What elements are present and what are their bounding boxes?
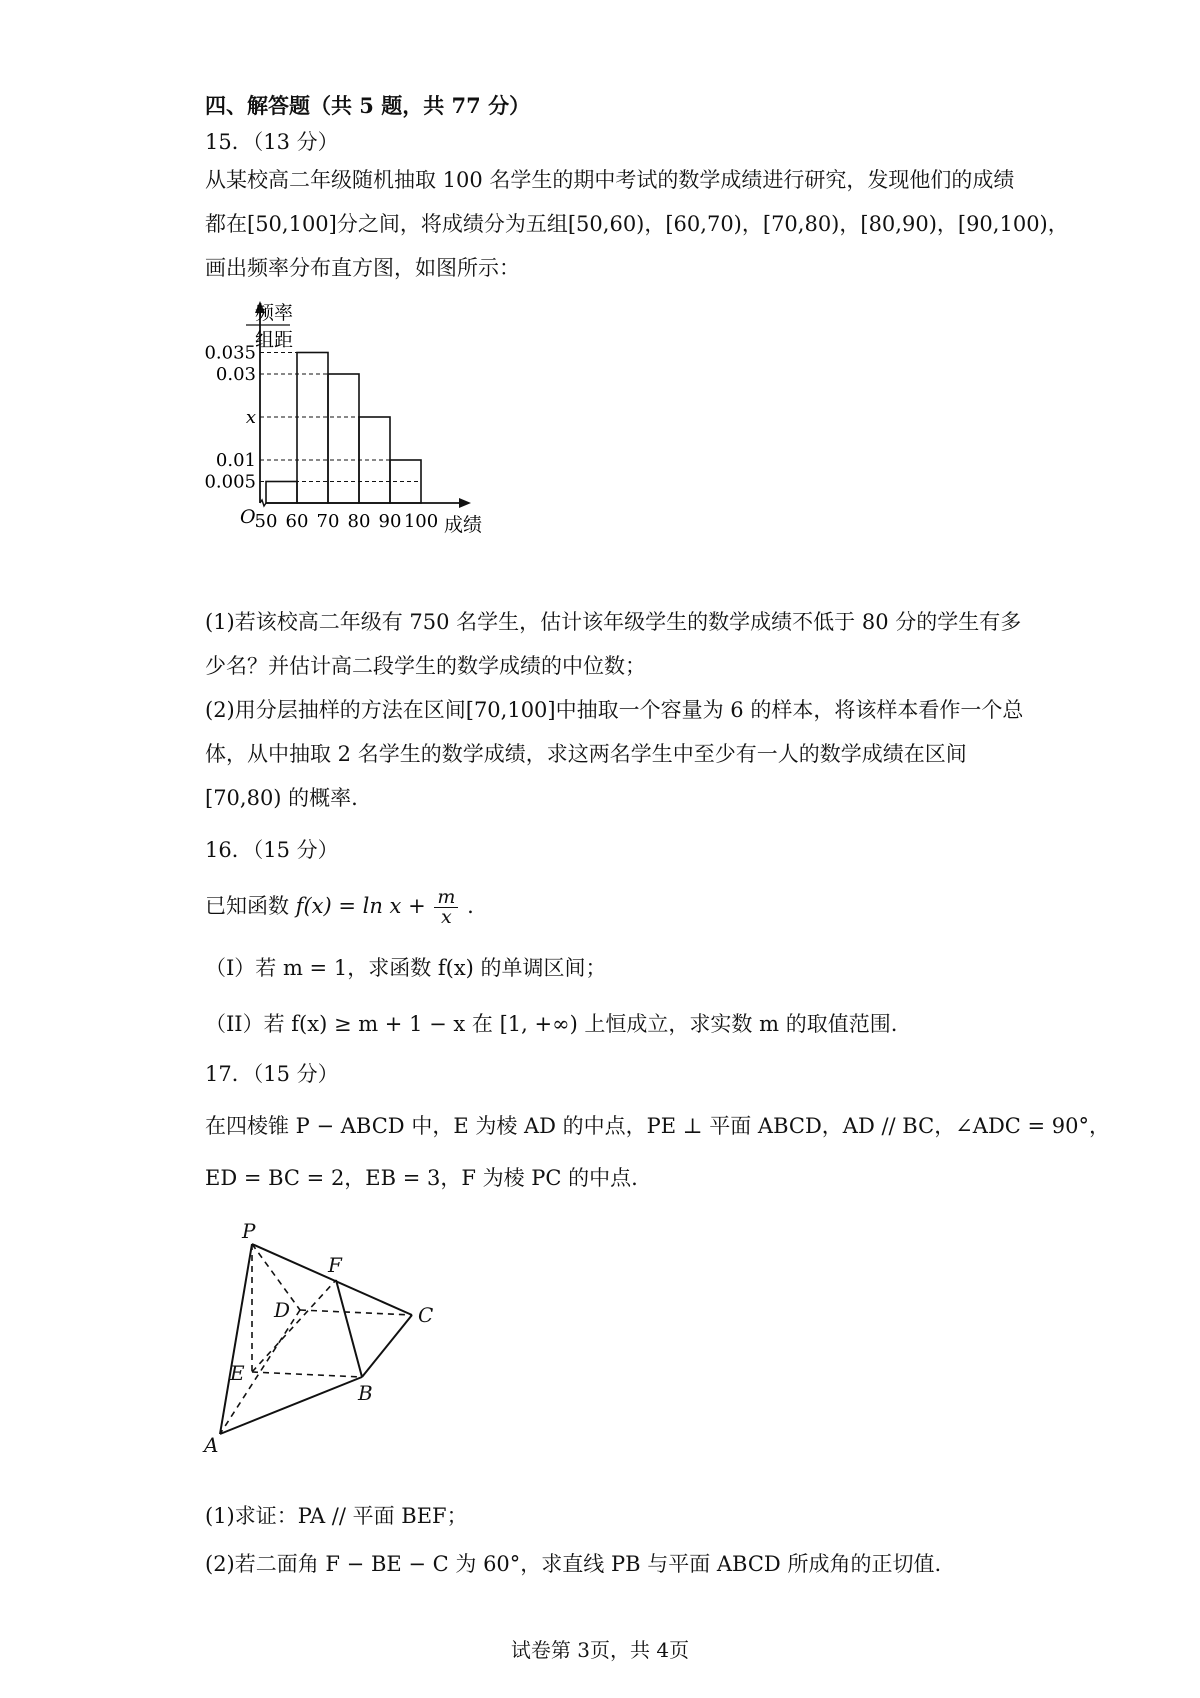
pyramid-figure: [190, 1220, 480, 1480]
y-tick-label-4: 0.005: [204, 471, 256, 493]
q17-part1: (1)求证：PA // 平面 BEF；: [205, 1504, 468, 1528]
y-tick-label-2: x: [245, 407, 256, 428]
x-tick-label-0: 50: [254, 511, 278, 532]
q16-stem-prefix: 已知函数: [205, 894, 289, 918]
edge-PA: [220, 1244, 252, 1434]
q15-part2-line2: 体，从中抽取 2 名学生的数学成绩，求这两名学生中至少有一人的数学成绩在区间: [205, 742, 967, 766]
y-label-denominator: 组距: [254, 329, 294, 351]
x-tick-label-2: 70: [316, 511, 340, 532]
q15-intro-line2: 都在[50,100]分之间，将成绩分为五组[50,60)，[60,70)，[70,80)，[80,90)，[90,100)，: [205, 212, 1069, 236]
x-axis-label: 成绩: [444, 514, 483, 536]
label-A: A: [204, 1433, 219, 1457]
q16-number: 16．（15 分）: [205, 838, 339, 862]
q16-stem-expr: f(x) = ln x +: [295, 894, 426, 918]
q16-part1: （I）若 m = 1，求函数 f(x) 的单调区间；: [205, 956, 607, 980]
q16-frac-den: x: [441, 906, 452, 928]
edge-FB: [336, 1280, 362, 1377]
q16-stem-end: .: [467, 894, 474, 918]
x-tick-label-1: 60: [285, 511, 309, 532]
bar-2: [328, 374, 359, 503]
y-tick-label-0: 0.035: [204, 342, 256, 364]
edge-EB: [252, 1372, 362, 1377]
x-tick-label-4: 90: [378, 511, 402, 532]
q15-part1-line1: (1)若该校高二年级有 750 名学生，估计该年级学生的数学成绩不低于 80 分的学生有多: [205, 610, 1022, 634]
x-tick-label-5: 100: [403, 511, 439, 532]
q15-number: 15．（13 分）: [205, 130, 339, 154]
label-D: D: [274, 1298, 291, 1322]
q15-part2-line1: (2)用分层抽样的方法在区间[70,100]中抽取一个容量为 6 的样本，将该样本看作一个总: [205, 698, 1024, 722]
bar-1: [297, 353, 328, 504]
edge-DC: [300, 1310, 412, 1315]
page-footer: 试卷第 3页，共 4页: [510, 1638, 690, 1662]
q16-fraction: [434, 888, 458, 927]
origin-label: O: [240, 506, 256, 528]
q17-stem-line2: ED = BC = 2，EB = 3，F 为棱 PC 的中点.: [205, 1166, 638, 1190]
q17-number: 17．（15 分）: [205, 1062, 339, 1086]
edge-AB: [220, 1377, 362, 1434]
edge-EF: [252, 1280, 336, 1372]
frequency-histogram: [180, 295, 540, 595]
q15-part1-line2: 少名？并估计高二段学生的数学成绩的中位数；: [205, 654, 646, 678]
y-tick-label-1: 0.03: [215, 364, 256, 385]
label-C: C: [418, 1303, 434, 1327]
q17-stem-line1: 在四棱锥 P − ABCD 中，E 为棱 AD 的中点，PE ⊥ 平面 ABCD，AD // BC，∠ADC = 90°，: [205, 1114, 1111, 1138]
label-B: B: [358, 1381, 373, 1405]
bar-0: [266, 482, 297, 504]
y-label-numerator: 频率: [254, 302, 294, 324]
edge-BC: [362, 1315, 412, 1377]
label-P: P: [242, 1220, 256, 1243]
label-E: E: [230, 1361, 245, 1385]
q16-frac-num: m: [434, 888, 458, 908]
y-tick-label-3: 0.01: [215, 450, 256, 471]
q15-intro-line1: 从某校高二年级随机抽取 100 名学生的期中考试的数学成绩进行研究，发现他们的成绩: [205, 168, 1015, 192]
x-axis-arrow: [459, 498, 471, 508]
x-tick-label-3: 80: [347, 511, 371, 532]
q16-stem: [205, 888, 474, 927]
q15-part2-line3: [70,80) 的概率.: [205, 786, 358, 810]
label-F: F: [328, 1253, 342, 1277]
q15-intro-line3: 画出频率分布直方图，如图所示：: [205, 256, 520, 280]
q16-part2: （II）若 f(x) ≥ m + 1 − x 在 [1, +∞) 上恒成立，求实数 m 的取值范围.: [205, 1012, 898, 1036]
section-title: 四、解答题（共 5 题，共 77 分）: [205, 93, 531, 118]
q17-part2: (2)若二面角 F − BE − C 为 60°，求直线 PB 与平面 ABCD 所成角的正切值.: [205, 1552, 942, 1576]
